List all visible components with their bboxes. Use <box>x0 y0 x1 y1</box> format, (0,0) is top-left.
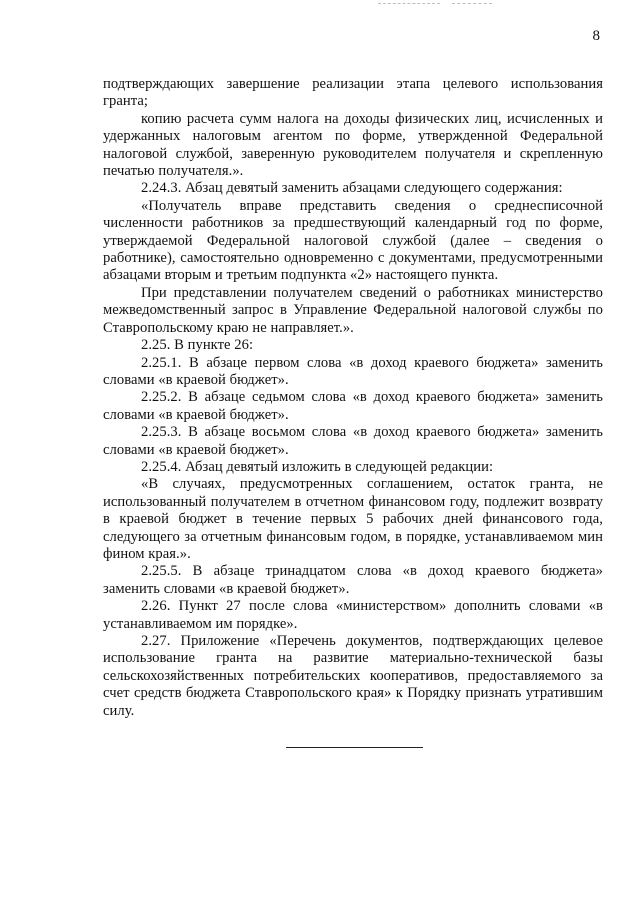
paragraph: 2.25. В пункте 26: <box>141 337 254 354</box>
paragraph: «Получатель вправе представить сведения о среднесписочной численности работников за предшествующий календарный год по форме, утверждаемой Федеральной налоговой службой (далее – сведения о работнике), самостоятельно одновременно с документами, предусмотренными абзацами вторым и третьим подпункта «2» настоящего пункта. <box>103 197 603 284</box>
paragraph: 2.25.5. В абзаце тринадцатом слова «в доход краевого бюджета» заменить словами «в краевой бюджет». <box>103 563 603 597</box>
paragraph: 2.26. Пункт 27 после слова «министерством» дополнить словами «в устанавливаемом им порядке». <box>103 598 603 632</box>
document-body <box>103 76 603 720</box>
page-number: 8 <box>592 28 600 44</box>
paragraph: 2.24.3. Абзац девятый заменить абзацами следующего содержания: <box>141 180 563 197</box>
paragraph: подтверждающих завершение реализации этапа целевого использования гранта; <box>103 76 603 110</box>
scan-artifact-line <box>378 3 440 4</box>
paragraph: При представлении получателем сведений о работниках министерство межведомственный запрос в Управление Федеральной налоговой службы по Ставропольскому краю не направляет.». <box>103 284 603 336</box>
paragraph: 2.25.1. В абзаце первом слова «в доход краевого бюджета» заменить словами «в краевой бюджет». <box>103 354 603 388</box>
end-of-document-rule <box>286 747 423 748</box>
paragraph: 2.25.3. В абзаце восьмом слова «в доход краевого бюджета» заменить словами «в краевой бюджет». <box>103 424 603 458</box>
paragraph: копию расчета сумм налога на доходы физических лиц, исчисленных и удержанных налоговым агентом по форме, утвержденной Федеральной налоговой службой, заверенную руководителем получателя и скрепленную печатью получателя.». <box>103 110 603 180</box>
paragraph: 2.27. Приложение «Перечень документов, подтверждающих целевое использование гранта на развитие материально-технической базы сельскохозяйственных потребительских кооперативов, предоставляемого за счет средств бюджета Ставропольского края» к Порядку признать утратившим силу. <box>103 633 603 719</box>
scan-artifact-line <box>452 3 492 4</box>
paragraph: 2.25.4. Абзац девятый изложить в следующей редакции: <box>141 458 494 475</box>
paragraph: 2.25.2. В абзаце седьмом слова «в доход краевого бюджета» заменить словами «в краевой бюджет». <box>103 389 603 423</box>
paragraph: «В случаях, предусмотренных соглашением, остаток гранта, не использованный получателем в отчетном финансовом году, подлежит возврату в краевой бюджет в течение первых 5 рабочих дней финансового года, следующего за отчетным финансовым годом, в порядке, устанавливаемом мин фином края.». <box>103 476 603 562</box>
